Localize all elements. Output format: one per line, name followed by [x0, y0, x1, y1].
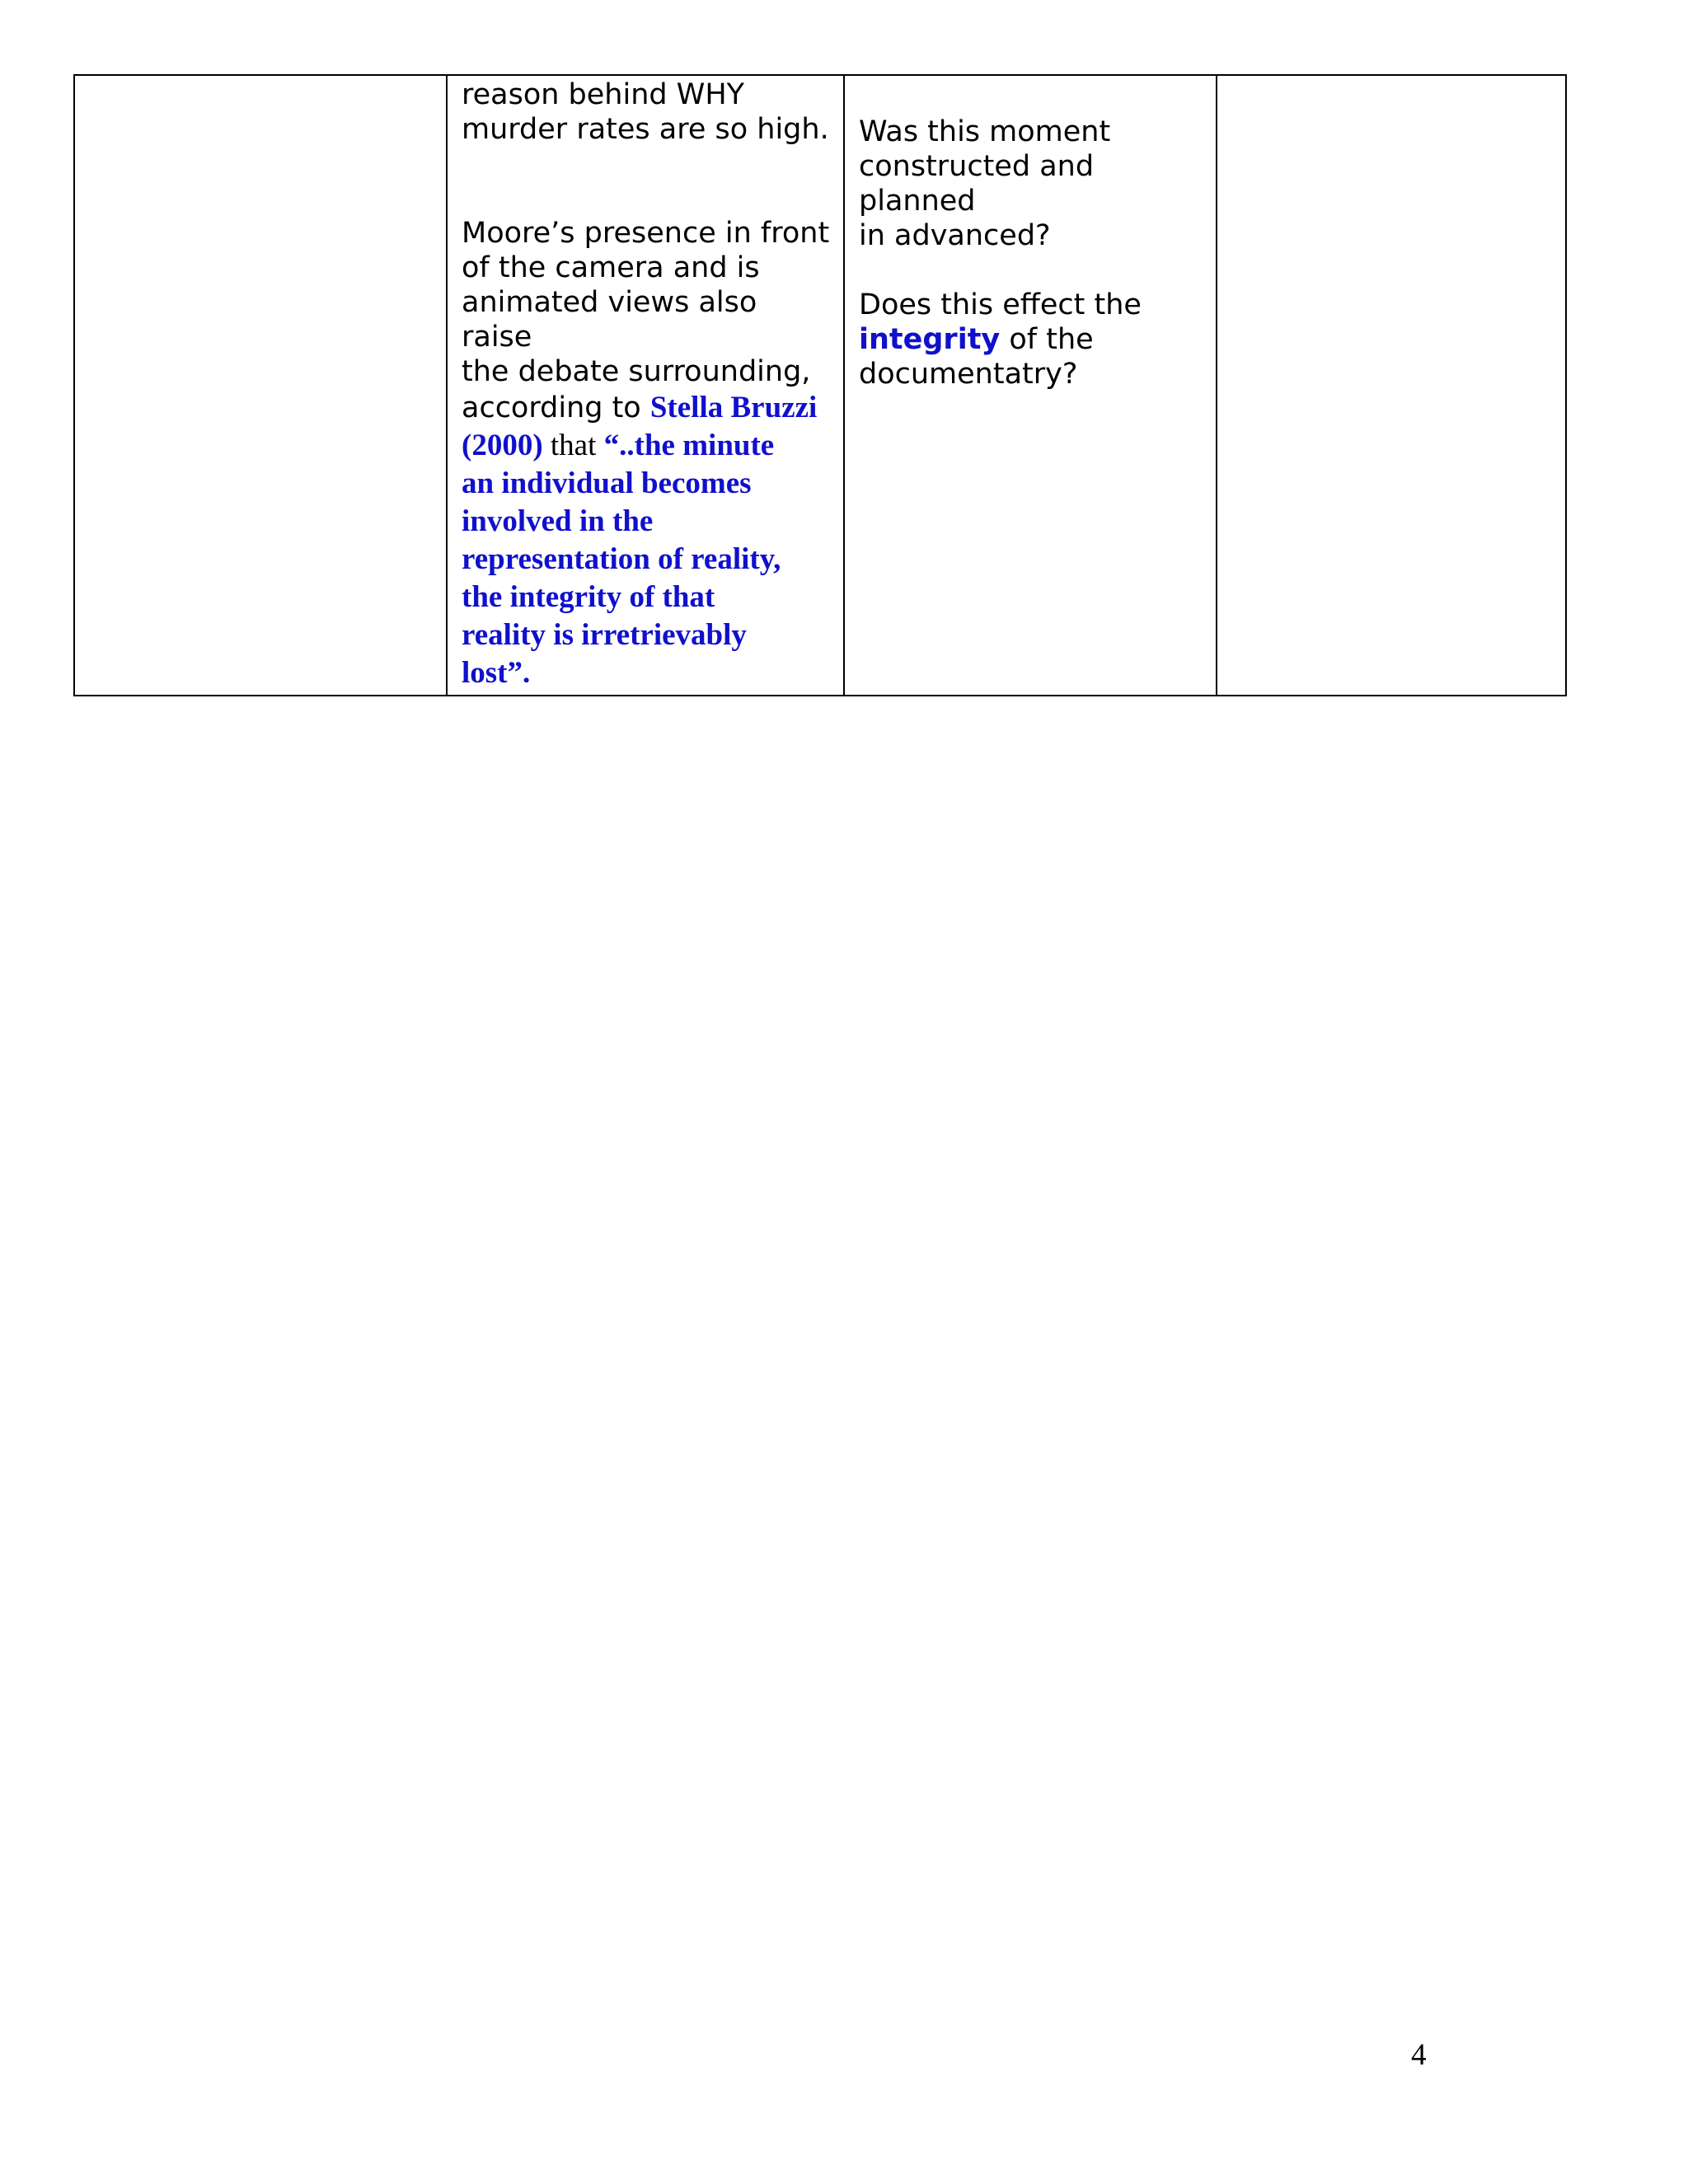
- connector-word: that: [542, 429, 604, 462]
- notes-table: [73, 74, 1567, 696]
- analysis-text: [448, 76, 843, 692]
- quote-block: [462, 465, 833, 692]
- table-cell-empty-last: [1217, 75, 1566, 696]
- citation-line: [462, 389, 833, 427]
- quote-line: lost”.: [462, 656, 531, 690]
- paragraph-line: of the camera and is: [462, 251, 760, 284]
- quote-line: an individual becomes: [462, 466, 752, 500]
- quote-line: reality is irretrievably: [462, 618, 747, 652]
- question-line: documentatry?: [859, 358, 1078, 391]
- paragraph-line: the debate surrounding,: [462, 355, 811, 388]
- highlight-keyword: integrity: [859, 323, 1001, 356]
- table-row: [74, 75, 1566, 696]
- question-line: constructed and planned: [859, 150, 1095, 218]
- question-line: in advanced?: [859, 219, 1051, 252]
- question-line: Was this moment: [859, 115, 1111, 148]
- quote-line: representation of reality,: [462, 542, 781, 576]
- question-rest: of the: [1000, 323, 1094, 356]
- questions-text: [845, 76, 1216, 391]
- question-line: [859, 322, 1206, 357]
- quote-line: the integrity of that: [462, 580, 715, 614]
- intro-line: murder rates are so high.: [462, 113, 829, 146]
- citation-year-line: [462, 427, 833, 465]
- according-prefix: according to: [462, 391, 650, 424]
- citation-year: (2000): [462, 429, 543, 462]
- page-number: 4: [1411, 2038, 1427, 2072]
- spacer: [462, 147, 833, 216]
- paragraph-line: animated views also raise: [462, 286, 757, 354]
- table-cell-questions: [844, 75, 1217, 696]
- table-cell-empty-first: [74, 75, 447, 696]
- quote-start: “..the minute: [603, 429, 775, 462]
- quote-line: involved in the: [462, 504, 654, 538]
- intro-line: reason behind WHY: [462, 78, 745, 111]
- spacer: [859, 253, 1206, 288]
- paragraph-line: Moore’s presence in front: [462, 217, 830, 250]
- table-cell-analysis: [447, 75, 844, 696]
- question-line: Does this effect the: [859, 288, 1142, 321]
- citation-author: Stella Bruzzi: [649, 391, 818, 424]
